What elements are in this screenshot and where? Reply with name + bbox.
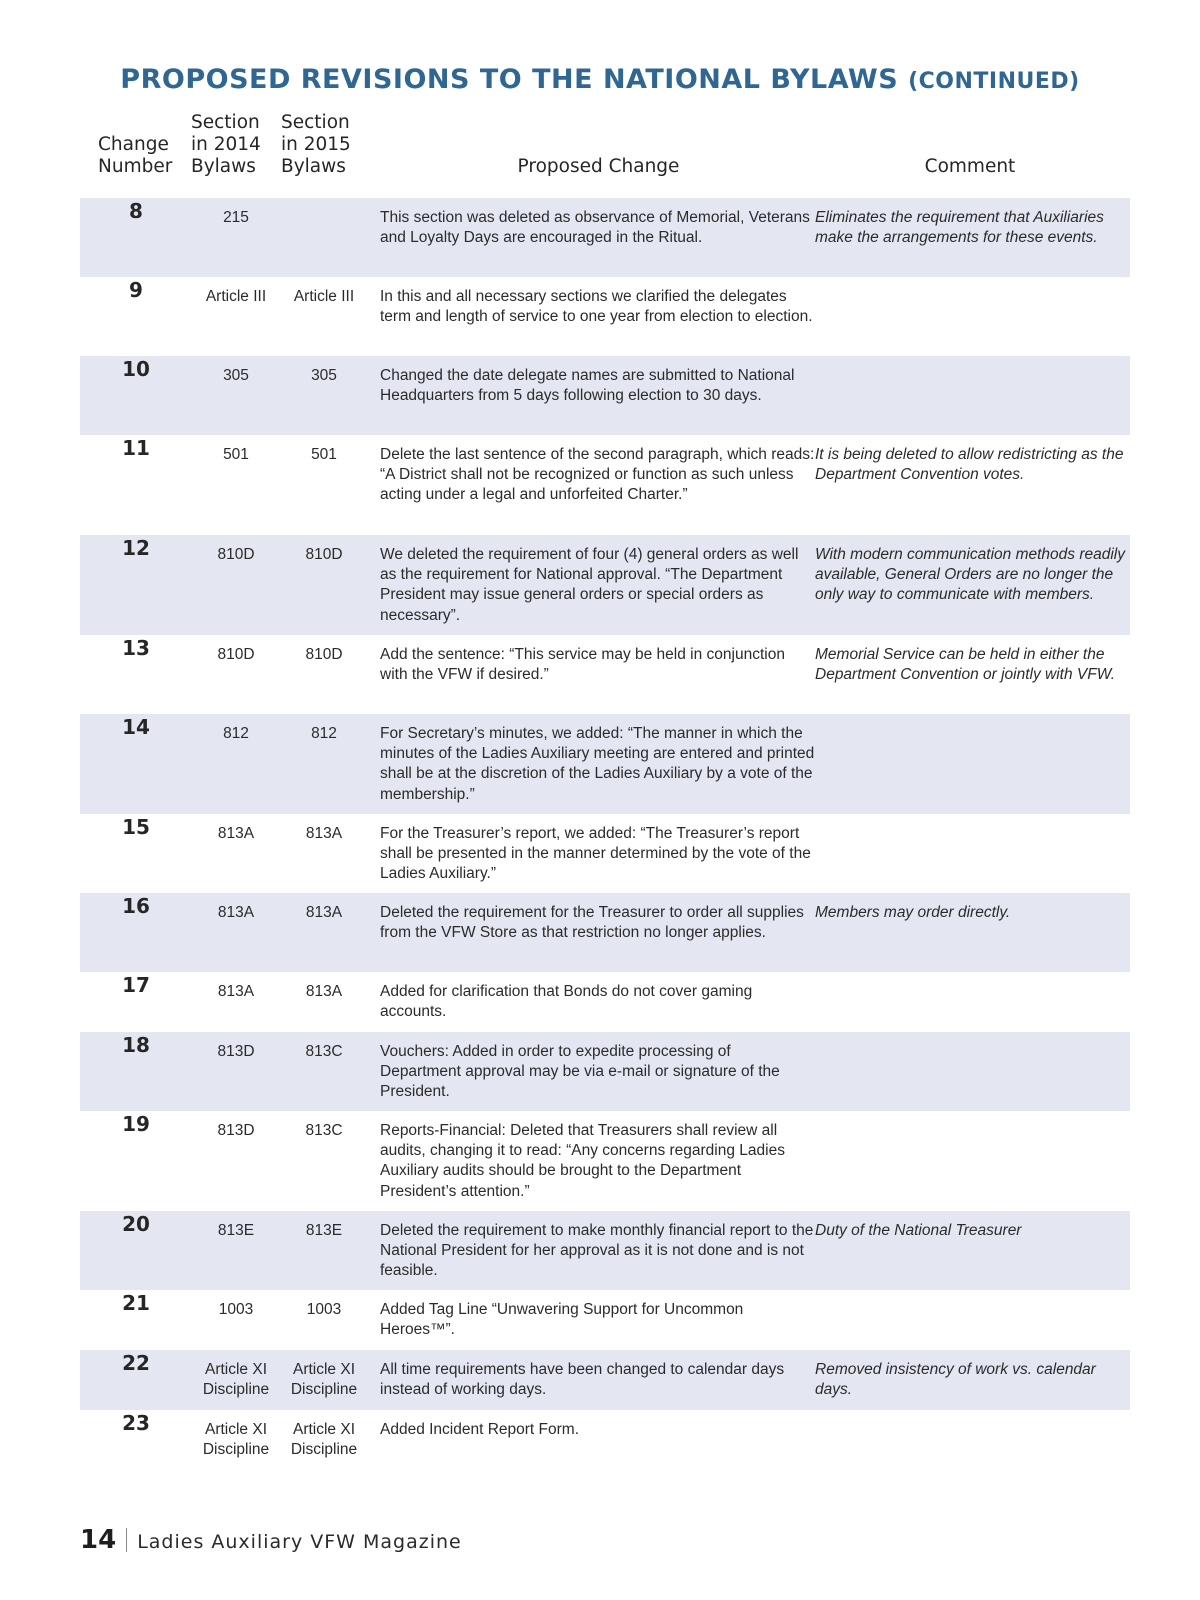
change-number: 19: [122, 1112, 150, 1136]
section-2015: 810D: [305, 546, 343, 563]
page-title-suffix: (CONTINUED): [908, 69, 1080, 94]
section-2015: 813C: [305, 1043, 343, 1060]
section-2015: 813E: [305, 1222, 343, 1239]
section-2015: 813A: [305, 904, 343, 921]
section-2015: 305: [311, 367, 337, 384]
page-number: 14: [80, 1525, 117, 1555]
section-2014: Article XI Discipline: [202, 1421, 270, 1459]
page-footer: [80, 1525, 462, 1555]
header-proposed-change: Proposed Change: [517, 156, 680, 177]
proposed-change: Added Incident Report Form.: [380, 1421, 580, 1438]
header-section-2015: [281, 112, 371, 178]
proposed-change: Added for clarification that Bonds do not cover gaming accounts.: [380, 983, 753, 1021]
section-2015: 501: [311, 446, 337, 463]
change-number: 9: [129, 278, 143, 302]
page-title-main: PROPOSED REVISIONS TO THE NATIONAL BYLAWS: [120, 64, 899, 95]
proposed-change: Vouchers: Added in order to expedite processing of Department approval may be via e-mail or signature of the President.: [380, 1043, 780, 1101]
table-row: [80, 1032, 1130, 1111]
section-2014: 1003: [218, 1301, 254, 1318]
proposed-change: Add the sentence: “This service may be held in conjunction with the VFW if desired.”: [380, 646, 785, 684]
section-2015: 1003: [306, 1301, 342, 1318]
table-row: [80, 635, 1130, 714]
section-2015: 812: [311, 725, 337, 742]
section-2014: 813A: [217, 825, 255, 842]
header-change-number-line: Change: [98, 134, 169, 155]
comment: Eliminates the requirement that Auxiliaries make the arrangements for these events.: [815, 209, 1104, 247]
header-section-2014: [191, 112, 281, 178]
section-2014: 501: [223, 446, 249, 463]
section-2014: Article III: [205, 288, 267, 305]
table-row: [80, 1211, 1130, 1290]
footer-divider: [126, 1528, 127, 1552]
section-2015: Article XI Discipline: [290, 1421, 358, 1459]
change-number: 11: [122, 436, 150, 460]
section-2014: 810D: [217, 546, 255, 563]
section-2015: Article III: [293, 288, 355, 305]
proposed-change: This section was deleted as observance of Memorial, Veterans and Loyalty Days are encouraged in the Ritual.: [380, 209, 810, 247]
table-row: [80, 198, 1130, 277]
table-row: [80, 893, 1130, 972]
section-2014: 813D: [217, 1122, 255, 1139]
comment: [815, 1111, 1130, 1211]
change-number: 14: [122, 715, 150, 739]
table-row: [80, 435, 1130, 535]
comment: [815, 1032, 1130, 1111]
comment: Duty of the National Treasurer: [815, 1222, 1022, 1239]
section-2015: [280, 198, 368, 277]
table-row: [80, 814, 1130, 893]
change-number: 22: [122, 1351, 150, 1375]
header-section-2014-line: in 2014: [191, 134, 261, 155]
section-2015: 813A: [305, 983, 343, 1000]
proposed-change: Reports-Financial: Deleted that Treasurers shall review all audits, changing it to read: “Any concerns regarding Ladies Auxiliary audits should be brought to the Department President’s attention.”: [380, 1122, 785, 1200]
proposed-change: Delete the last sentence of the second paragraph, which reads: “A District shall not be recognized or function as such unless acting under a legal and unforfeited Charter.”: [380, 446, 815, 504]
section-2014: 215: [223, 209, 249, 226]
comment: Removed insistency of work vs. calendar days.: [815, 1361, 1096, 1399]
table-row: [80, 1111, 1130, 1211]
change-number: 23: [122, 1411, 150, 1435]
section-2015: Article XI Discipline: [290, 1361, 358, 1399]
table-row: [80, 1350, 1130, 1410]
comment: It is being deleted to allow redistricting as the Department Convention votes.: [815, 446, 1124, 484]
change-number: 16: [122, 894, 150, 918]
change-number: 10: [122, 357, 150, 381]
section-2014: 813A: [217, 983, 255, 1000]
change-number: 18: [122, 1033, 150, 1057]
table-row: [80, 535, 1130, 635]
change-number: 15: [122, 815, 150, 839]
section-2014: 305: [223, 367, 249, 384]
header-section-2014-line: Bylaws: [191, 156, 256, 177]
section-2014: 810D: [217, 646, 255, 663]
revisions-table: [80, 198, 1130, 1470]
comment: [815, 814, 1130, 893]
header-section-2015-line: Bylaws: [281, 156, 346, 177]
section-2014: 813E: [217, 1222, 255, 1239]
proposed-change: In this and all necessary sections we clarified the delegates term and length of service to one year from election to election.: [380, 288, 813, 326]
comment: [815, 714, 1130, 814]
comment: Members may order directly.: [815, 904, 1011, 921]
table-header: [80, 112, 1130, 188]
section-2014: Article XI Discipline: [202, 1361, 270, 1399]
section-2014: 813D: [217, 1043, 255, 1060]
section-2015: 810D: [305, 646, 343, 663]
proposed-change: We deleted the requirement of four (4) general orders as well as the requirement for National approval. “The Department President may issue general orders or special orders as necessary”.: [380, 546, 799, 624]
table-row: [80, 1290, 1130, 1350]
comment: [815, 1410, 1130, 1470]
header-change-number-line: Number: [98, 156, 173, 177]
table-row: [80, 714, 1130, 814]
change-number: 12: [122, 536, 150, 560]
page-title: [0, 64, 1200, 95]
proposed-change: Added Tag Line “Unwavering Support for Uncommon Heroes™”.: [380, 1301, 744, 1339]
proposed-change: Deleted the requirement to make monthly financial report to the National President for her approval as it is not done and is not feasible.: [380, 1222, 814, 1280]
comment: [815, 972, 1130, 1032]
table-row: [80, 972, 1130, 1032]
header-comment: Comment: [924, 156, 1016, 177]
change-number: 20: [122, 1212, 150, 1236]
change-number: 17: [122, 973, 150, 997]
comment: Memorial Service can be held in either the Department Convention or jointly with VFW.: [815, 646, 1116, 684]
change-number: 21: [122, 1291, 150, 1315]
magazine-name: Ladies Auxiliary VFW Magazine: [137, 1531, 462, 1553]
section-2014: 813A: [217, 904, 255, 921]
section-2015: 813A: [305, 825, 343, 842]
comment: [815, 277, 1130, 356]
change-number: 8: [129, 199, 143, 223]
table-row: [80, 1410, 1130, 1470]
table-row: [80, 356, 1130, 435]
header-change-number: [98, 134, 188, 178]
table-row: [80, 277, 1130, 356]
section-2014: 812: [223, 725, 249, 742]
proposed-change: Changed the date delegate names are submitted to National Headquarters from 5 days following election to 30 days.: [380, 367, 795, 405]
section-2015: 813C: [305, 1122, 343, 1139]
comment: [815, 1290, 1130, 1350]
proposed-change: For the Treasurer’s report, we added: “The Treasurer’s report shall be presented in the manner determined by the vote of the Ladies Auxiliary.”: [380, 825, 811, 883]
header-section-2015-line: Section: [281, 112, 350, 133]
proposed-change: All time requirements have been changed to calendar days instead of working days.: [380, 1361, 785, 1399]
comment: With modern communication methods readily available, General Orders are no longer the only way to communicate with members.: [815, 546, 1125, 604]
header-section-2014-line: Section: [191, 112, 260, 133]
change-number: 13: [122, 636, 150, 660]
header-section-2015-line: in 2015: [281, 134, 351, 155]
comment: [815, 356, 1130, 435]
proposed-change: Deleted the requirement for the Treasurer to order all supplies from the VFW Store as that restriction no longer applies.: [380, 904, 804, 942]
proposed-change: For Secretary’s minutes, we added: “The manner in which the minutes of the Ladies Auxiliary meeting are entered and printed shall be at the discretion of the Ladies Auxiliary by a vote of the membership.”: [380, 725, 815, 803]
